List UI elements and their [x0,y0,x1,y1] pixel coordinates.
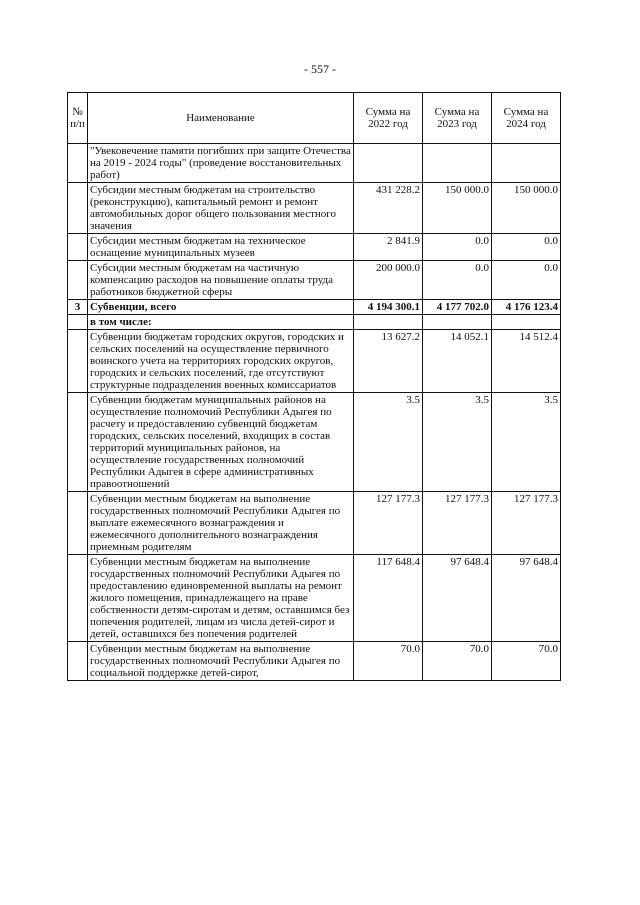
value-2024 [492,144,561,183]
value-2023: 70.0 [423,642,492,681]
value-2024: 4 176 123.4 [492,300,561,315]
header-2023: Сумма на 2023 год [423,93,492,144]
table-row [68,315,561,330]
value-2024: 127 177.3 [492,492,561,555]
value-2023 [423,144,492,183]
table-row [68,144,561,183]
row-name: Субвенции бюджетам муниципальных районов на осуществление полномочий Республики Адыгея по расчету и предоставлению субвенций бюджетам городских, сельских поселений, входящих в состав территорий муниципальных районов, на осуществление государственных полномочий Республики Адыгея в сфере административных правоотношений [88,393,354,492]
table-row [68,300,561,315]
table-row [68,330,561,393]
value-2022: 200 000.0 [354,261,423,300]
value-2023: 0.0 [423,261,492,300]
row-number [68,234,88,261]
row-number [68,492,88,555]
value-2023 [423,315,492,330]
value-2022: 431 228.2 [354,183,423,234]
row-name: Субсидии местным бюджетам на техническое оснащение муниципальных музеев [88,234,354,261]
value-2024: 0.0 [492,234,561,261]
row-number [68,144,88,183]
row-number [68,555,88,642]
value-2022: 2 841.9 [354,234,423,261]
table-row [68,393,561,492]
row-number [68,393,88,492]
value-2024: 3.5 [492,393,561,492]
value-2023: 127 177.3 [423,492,492,555]
row-number: 3 [68,300,88,315]
table-row [68,555,561,642]
table-header-row [68,93,561,144]
value-2024: 14 512.4 [492,330,561,393]
value-2022: 4 194 300.1 [354,300,423,315]
row-name: Субсидии местным бюджетам на частичную компенсацию расходов на повышение оплаты труда работников бюджетной сферы [88,261,354,300]
row-name: "Увековечение памяти погибших при защите Отечества на 2019 - 2024 годы" (проведение восстановительных работ) [88,144,354,183]
value-2022: 127 177.3 [354,492,423,555]
value-2022: 3.5 [354,393,423,492]
value-2024 [492,315,561,330]
page-number: - 557 - [304,62,336,76]
row-name: Субсидии местным бюджетам на строительство (реконструкцию), капитальный ремонт и ремонт автомобильных дорог общего пользования местного значения [88,183,354,234]
value-2023: 97 648.4 [423,555,492,642]
value-2023: 4 177 702.0 [423,300,492,315]
header-2024: Сумма на 2024 год [492,93,561,144]
row-name: Субвенции местным бюджетам на выполнение государственных полномочий Республики Адыгея по предоставлению единовременной выплаты на ремонт жилого помещения, принадлежащего на праве собственности детям-сиротам и детям, оставшимся без попечения родителей, лицам из числа детей-сирот и детей, оставшихся без попечения родителей [88,555,354,642]
value-2023: 0.0 [423,234,492,261]
row-number [68,261,88,300]
value-2023: 150 000.0 [423,183,492,234]
value-2022 [354,315,423,330]
row-name: Субвенции местным бюджетам на выполнение государственных полномочий Республики Адыгея по выплате ежемесячного вознаграждения и ежемесячного дополнительного вознаграждения приемным родителям [88,492,354,555]
value-2022: 13 627.2 [354,330,423,393]
header-num: № п/п [68,93,88,144]
value-2022: 70.0 [354,642,423,681]
value-2023: 14 052.1 [423,330,492,393]
budget-table [67,92,561,681]
row-name: Субвенции местным бюджетам на выполнение государственных полномочий Республики Адыгея по социальной поддержке детей-сирот, [88,642,354,681]
row-number [68,642,88,681]
row-number [68,183,88,234]
row-name: Субвенции бюджетам городских округов, городских и сельских поселений на осуществление первичного воинского учета на территориях городских округов, городских и сельских поселений, где отсутствуют структурные подразделения военных комиссариатов [88,330,354,393]
value-2024: 70.0 [492,642,561,681]
table-row [68,234,561,261]
value-2023: 3.5 [423,393,492,492]
value-2024: 150 000.0 [492,183,561,234]
table-row [68,642,561,681]
header-2022: Сумма на 2022 год [354,93,423,144]
row-name: Субвенции, всего [88,300,354,315]
table-row [68,261,561,300]
row-number [68,315,88,330]
value-2024: 0.0 [492,261,561,300]
row-number [68,330,88,393]
table-row [68,183,561,234]
value-2022: 117 648.4 [354,555,423,642]
table-row [68,492,561,555]
value-2022 [354,144,423,183]
row-name: в том числе: [88,315,354,330]
header-name: Наименование [88,93,354,144]
value-2024: 97 648.4 [492,555,561,642]
table-body [68,144,561,681]
